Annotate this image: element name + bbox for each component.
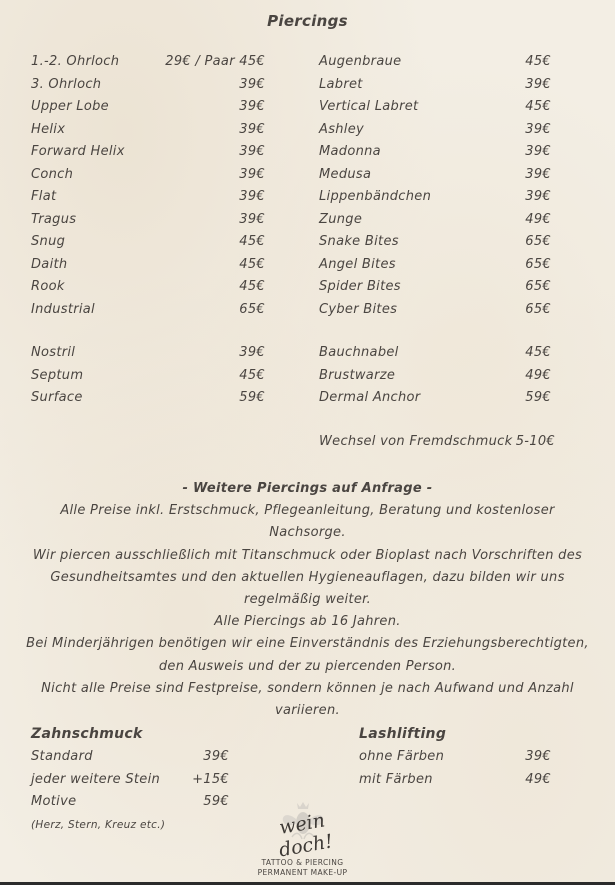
item-price: 59€ — [203, 794, 229, 809]
item-price: 45€ — [525, 99, 551, 114]
zahnschmuck-list — [31, 746, 229, 814]
item-name: ohne Färben — [359, 749, 445, 764]
item-name: Dermal Anchor — [319, 390, 421, 405]
item-name: Lippenbändchen — [319, 189, 432, 204]
item-name: Vertical Labret — [319, 99, 419, 114]
item-price: 45€ — [525, 345, 551, 360]
note-line: Nicht alle Preise sind Festpreise, sondern können je nach Aufwand und Anzahl variieren. — [41, 680, 574, 719]
item-price: 65€ — [525, 234, 551, 249]
note-line: Wir piercen ausschließlich mit Titanschmuck oder Bioplast nach Vorschriften des Gesundheitsamtes und den aktuellen Hygieneauflagen, dazu bilden wir uns regelmäßig weiter. — [32, 547, 583, 608]
item-price: 39€ — [239, 166, 265, 182]
price-row — [31, 209, 265, 232]
price-row — [319, 254, 551, 277]
item-name: mit Färben — [359, 771, 433, 787]
logo-tagline-2: PERMANENT MAKE-UP — [257, 868, 348, 877]
item-price: 39€ — [525, 166, 551, 182]
piercings-right-column-2 — [319, 342, 551, 410]
item-name: Spider Bites — [319, 279, 401, 294]
item-price: 39€ — [239, 121, 265, 137]
item-name: Labret — [319, 76, 363, 92]
notes-section — [20, 478, 595, 722]
item-name: Brustwarze — [319, 367, 396, 383]
price-row — [319, 231, 551, 254]
zahnschmuck-heading: Zahnschmuck — [31, 726, 143, 742]
price-row — [31, 342, 265, 365]
item-price: 39€ — [239, 345, 265, 360]
lashlifting-heading: Lashlifting — [359, 726, 447, 742]
note-line: Alle Piercings ab 16 Jahren. — [214, 614, 401, 630]
item-price: 29€ / Paar 45€ — [165, 54, 265, 69]
price-row — [319, 51, 551, 74]
price-row — [31, 746, 229, 769]
price-row — [319, 387, 551, 410]
item-name: Snug — [31, 234, 66, 249]
item-price: 49€ — [525, 211, 551, 227]
item-price: 49€ — [525, 367, 551, 383]
price-row — [31, 186, 265, 209]
price-row — [31, 231, 265, 254]
item-name: Medusa — [319, 166, 372, 182]
price-row — [319, 186, 551, 209]
price-row — [319, 141, 551, 164]
item-name: Standard — [31, 749, 93, 764]
item-price: 39€ — [239, 211, 265, 227]
item-name: Industrial — [31, 301, 95, 317]
item-name: Helix — [31, 121, 66, 137]
price-row — [31, 141, 265, 164]
item-name: Surface — [31, 390, 83, 405]
item-name: Snake Bites — [319, 234, 399, 249]
piercings-right-column — [319, 51, 551, 321]
exchange-name: Wechsel von Fremdschmuck — [319, 434, 513, 449]
item-name: Flat — [31, 189, 57, 204]
item-name: Daith — [31, 256, 68, 272]
item-name: Augenbraue — [319, 54, 402, 69]
price-row — [319, 299, 551, 322]
item-name: Conch — [31, 166, 74, 182]
item-name: Tragus — [31, 211, 77, 227]
item-price: 39€ — [239, 76, 265, 92]
lashlifting-section — [359, 722, 551, 791]
item-price: 45€ — [239, 234, 265, 249]
item-price: 39€ — [525, 144, 551, 159]
zahnschmuck-note: (Herz, Stern, Kreuz etc.) — [31, 818, 166, 831]
price-row — [31, 276, 265, 299]
price-row — [319, 164, 551, 187]
item-price: 45€ — [525, 54, 551, 69]
price-row — [31, 387, 265, 410]
item-name: Cyber Bites — [319, 301, 398, 317]
item-name: jeder weitere Stein — [31, 771, 161, 787]
item-price: +15€ — [192, 771, 229, 787]
item-price: 45€ — [239, 256, 265, 272]
item-price: 39€ — [525, 76, 551, 92]
item-name: Madonna — [319, 144, 381, 159]
price-row — [319, 74, 551, 97]
price-row — [31, 254, 265, 277]
price-row — [31, 791, 229, 814]
price-row — [319, 365, 551, 388]
note-line: Bei Minderjährigen benötigen wir eine Einverständnis des Erziehungsberechtigten, den Ausweis und der zu piercenden Person. — [26, 636, 589, 674]
item-name: 1.-2. Ohrloch — [31, 54, 120, 69]
item-price: 39€ — [525, 121, 551, 137]
price-row — [319, 209, 551, 232]
price-row — [31, 96, 265, 119]
logo-tagline-1: TATTOO & PIERCING — [261, 858, 344, 867]
page-title: Piercings — [267, 12, 348, 30]
price-row — [359, 769, 551, 792]
item-price: 39€ — [239, 144, 265, 159]
item-name: Rook — [31, 279, 65, 294]
price-row — [31, 119, 265, 142]
price-row — [31, 299, 265, 322]
studio-logo — [240, 795, 365, 880]
item-name: Nostril — [31, 345, 76, 360]
price-row — [319, 276, 551, 299]
price-row — [31, 74, 265, 97]
item-price: 65€ — [525, 256, 551, 272]
exchange-price: 5-10€ — [515, 434, 555, 449]
item-name: 3. Ohrloch — [31, 76, 102, 92]
item-price: 65€ — [525, 301, 551, 317]
item-name: Zunge — [319, 211, 363, 227]
price-row — [319, 96, 551, 119]
item-price: 39€ — [203, 749, 229, 764]
zahnschmuck-section — [31, 722, 229, 836]
item-name: Motive — [31, 794, 77, 809]
item-price: 39€ — [525, 189, 551, 204]
item-price: 49€ — [525, 771, 551, 787]
item-price: 65€ — [525, 279, 551, 294]
price-row — [31, 164, 265, 187]
item-price: 59€ — [239, 390, 265, 405]
item-name: Upper Lobe — [31, 99, 109, 114]
item-price: 39€ — [239, 189, 265, 204]
notes-headline: - Weitere Piercings auf Anfrage - — [182, 481, 433, 496]
item-name: Septum — [31, 367, 84, 383]
item-price: 65€ — [239, 301, 265, 317]
item-name: Bauchnabel — [319, 345, 399, 360]
price-row — [31, 51, 265, 74]
price-row — [319, 342, 551, 365]
price-row — [31, 365, 265, 388]
item-price: 39€ — [525, 749, 551, 764]
exchange-row — [319, 431, 555, 453]
lashlifting-list — [359, 746, 551, 791]
item-price: 59€ — [525, 390, 551, 405]
price-row — [31, 769, 229, 792]
item-price: 45€ — [239, 367, 265, 383]
item-price: 45€ — [239, 279, 265, 294]
price-row — [359, 746, 551, 769]
price-row — [319, 119, 551, 142]
note-line: Alle Preise inkl. Erstschmuck, Pflegeanleitung, Beratung und kostenloser Nachsorge. — [60, 503, 555, 541]
piercings-left-column — [31, 51, 265, 321]
item-price: 39€ — [239, 99, 265, 114]
piercings-left-column-2 — [31, 342, 265, 410]
item-name: Ashley — [319, 121, 365, 137]
item-name: Forward Helix — [31, 144, 125, 159]
item-name: Angel Bites — [319, 256, 396, 272]
logo-script: wein doch! — [277, 809, 335, 862]
